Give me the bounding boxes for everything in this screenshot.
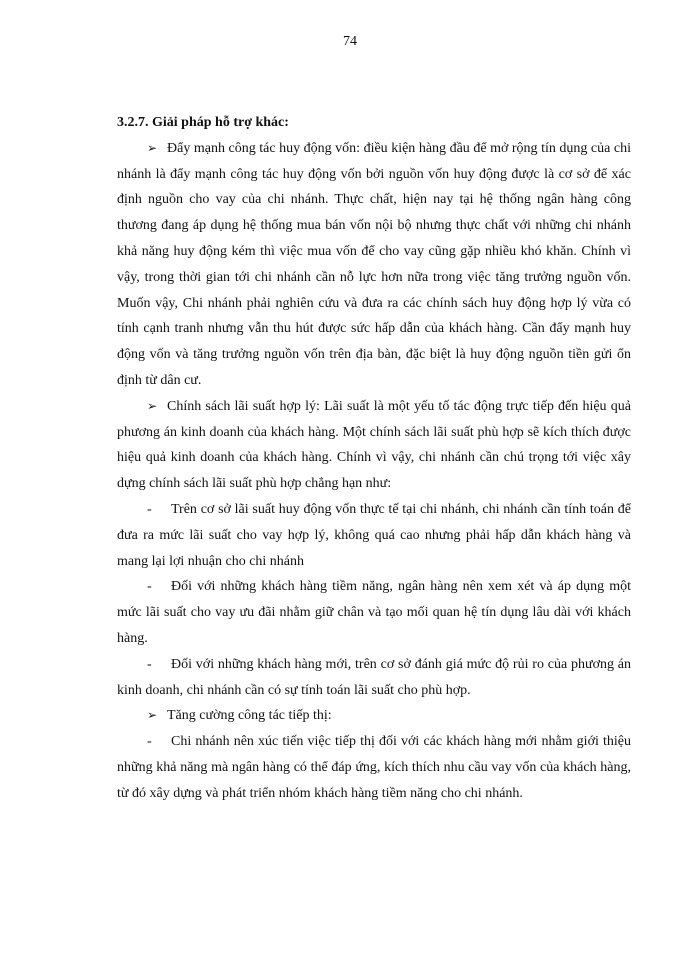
- paragraph-text: Đối với những khách hàng mới, trên cơ sở đánh giá mức độ rủi ro của phương án kinh doanh, chi nhánh cần có sự tính toán lãi suất cho phù hợp.: [117, 656, 631, 698]
- paragraph-text: Đẩy mạnh công tác huy động vốn: điều kiện hàng đầu để mở rộng tín dụng của chi nhánh là đẩy mạnh công tác huy động vốn bởi nguồn vốn huy động được là cơ sở để xác định nguồn cho vay của chi nhánh. Thực chất, hiện nay tại hệ thống ngân hàng công thương đang áp dụng hệ thống mua bán vốn nội bộ nhưng thực chất với những chi nhánh khả năng huy động kém thì việc mua vốn để cho vay cũng gặp nhiều khó khăn. Chính vì vậy, trong thời gian tới chi nhánh cần nỗ lực hơn nữa trong việc tăng trưởng nguồn vốn. Muốn vậy, Chi nhánh phải nghiên cứu và đưa ra các chính sách huy động hợp lý vừa có tính cạnh tranh nhưng vẫn thu hút được sức hấp dẫn của khách hàng. Cần đẩy mạnh huy động vốn và tăng trưởng nguồn vốn trên địa bàn, đặc biệt là huy động nguồn tiền gửi ổn định từ dân cư.: [117, 140, 631, 388]
- paragraph-text: Chính sách lãi suất hợp lý: Lãi suất là một yếu tố tác động trực tiếp đến hiệu quả phương án kinh doanh của khách hàng. Một chính sách lãi suất phù hợp sẽ kích thích được hiệu quả kinh doanh của khách hàng. Chính vì vậy, chi nhánh cần chú trọng tới việc xây dựng chính sách lãi suất phù hợp chẳng hạn như:: [117, 398, 631, 492]
- list-item-lending-rate: [117, 497, 631, 574]
- dash-bullet: -: [147, 734, 152, 750]
- arrow-bullet-icon: ➢: [147, 398, 158, 413]
- list-item-potential-customers: [117, 574, 631, 651]
- paragraph-capital-mobilization: [117, 136, 631, 394]
- paragraph-marketing: [117, 703, 631, 729]
- arrow-bullet-icon: ➢: [147, 140, 158, 155]
- arrow-bullet-icon: ➢: [147, 708, 158, 723]
- list-item-marketing-new-customers: [117, 729, 631, 806]
- dash-bullet: -: [147, 579, 152, 595]
- paragraph-text: Đối với những khách hàng tiềm năng, ngân hàng nên xem xét và áp dụng một mức lãi suất cho vay ưu đãi nhằm giữ chân và tạo mối quan hệ tín dụng lâu dài với khách hàng.: [117, 579, 631, 646]
- list-item-new-customers: [117, 652, 631, 704]
- paragraph-text: Tăng cường công tác tiếp thị:: [167, 708, 332, 724]
- paragraph-text: Trên cơ sở lãi suất huy động vốn thực tế tại chi nhánh, chi nhánh cần tính toán để đưa ra mức lãi suất cho vay hợp lý, không quá cao nhưng phải hấp dẫn khách hàng và mang lại lợi nhuận cho chi nhánh: [117, 501, 631, 569]
- page-number: 74: [343, 34, 357, 49]
- dash-bullet: -: [147, 656, 152, 672]
- section-heading: 3.2.7. Giải pháp hỗ trợ khác:: [117, 115, 289, 130]
- page-content: [117, 110, 631, 807]
- paragraph-interest-policy: [117, 394, 631, 497]
- dash-bullet: -: [147, 501, 152, 517]
- paragraph-text: Chi nhánh nên xúc tiến việc tiếp thị đối với các khách hàng mới nhằm giới thiệu những khả năng mà ngân hàng có thể đáp ứng, kích thích nhu cầu vay vốn của khách hàng, từ đó xây dựng và phát triển nhóm khách hàng tiềm năng cho chi nhánh.: [117, 734, 631, 801]
